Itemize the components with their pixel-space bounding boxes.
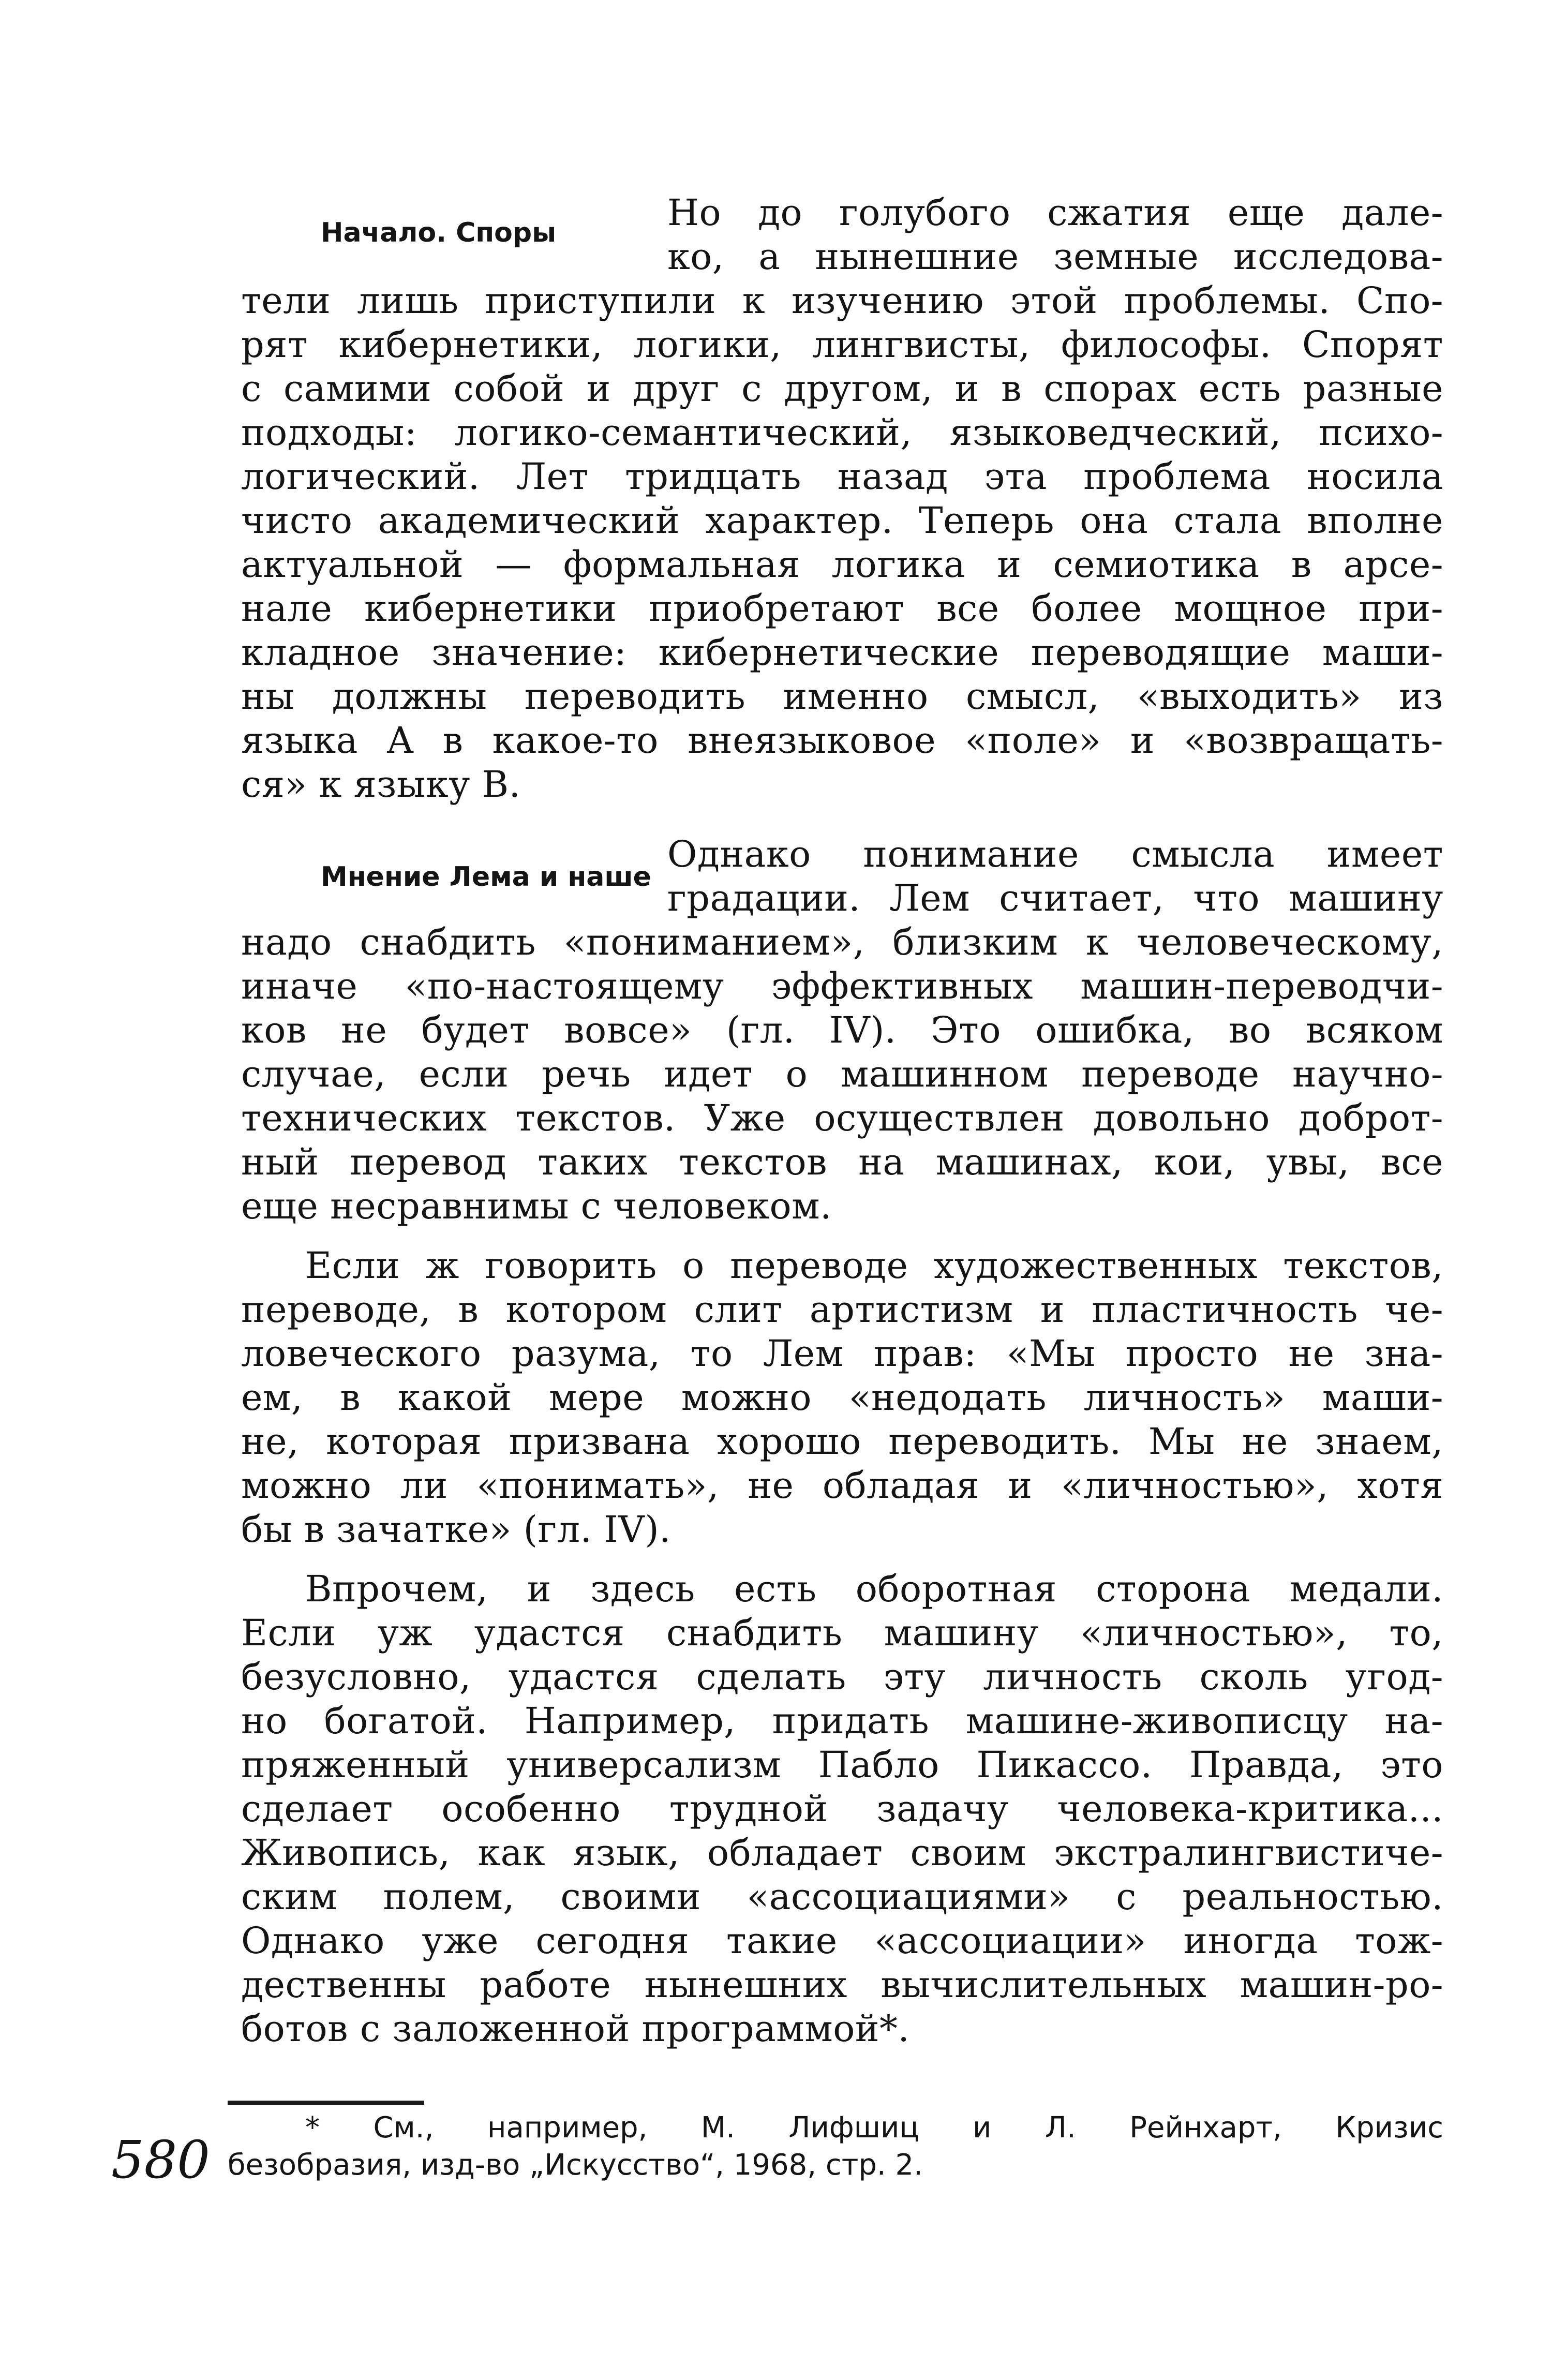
margin-note-beginning: Начало. Споры <box>321 217 557 248</box>
text-line: Если ж говорить о переводе художественных текстов, <box>305 1244 1443 1287</box>
text-line: еще несравнимы с человеком. <box>241 1185 832 1227</box>
text-line: не, которая призвана хорошо переводить. Мы не знаем, <box>241 1420 1443 1463</box>
page-number: 580 <box>111 2130 210 2190</box>
text-line: ны должны переводить именно смысл, «выходить» из <box>241 675 1443 718</box>
text-line: кладное значение: кибернетические переводящие маши- <box>241 631 1443 674</box>
text-line: ботов с заложенной программой*. <box>241 2007 910 2050</box>
text-line: надо снабдить «пониманием», близким к человеческому, <box>241 921 1443 963</box>
text-line: Впрочем, и здесь есть оборотная сторона медали. <box>305 1568 1443 1610</box>
text-line: сделает особенно трудной задачу человека-критика... <box>241 1788 1443 1830</box>
text-line: ским полем, своими «ассоциациями» с реальностью. <box>241 1876 1443 1918</box>
text-line: технических текстов. Уже осуществлен довольно доброт- <box>241 1097 1443 1139</box>
text-line: безусловно, удастся сделать эту личность сколь угод- <box>241 1656 1443 1698</box>
text-line: ков не будет вовсе» (гл. IV). Это ошибка, во всяком <box>241 1009 1443 1051</box>
text-line: градации. Лем считает, что машину <box>667 877 1443 919</box>
text-line: рят кибернетики, логики, лингвисты, философы. Спорят <box>241 323 1443 366</box>
text-line: Но до голубого сжатия еще дале- <box>667 191 1443 234</box>
text-line: переводе, в котором слит артистизм и пластичность че- <box>241 1288 1443 1331</box>
text-line: Если уж удастся снабдить машину «личностью», то, <box>241 1612 1443 1654</box>
text-line: ко, а нынешние земные исследова- <box>667 235 1443 278</box>
text-line: языка A в какое-то внеязыковое «поле» и «возвращать- <box>241 719 1443 762</box>
text-line: тели лишь приступили к изучению этой проблемы. Спо- <box>241 279 1443 322</box>
text-line: Живопись, как язык, обладает своим экстралингвистиче- <box>241 1832 1443 1874</box>
text-line: ем, в какой мере можно «недодать личность» маши- <box>241 1376 1443 1419</box>
text-line: случае, если речь идет о машинном переводе научно- <box>241 1053 1443 1095</box>
text-line: Однако уже сегодня такие «ассоциации» иногда тож- <box>241 1920 1443 1962</box>
text-line: нале кибернетики приобретают все более мощное при- <box>241 587 1443 630</box>
text-line: с самими собой и друг с другом, и в спорах есть разные <box>241 367 1443 410</box>
text-line: бы в зачатке» (гл. IV). <box>241 1508 671 1551</box>
text-line: дественны работе нынешних вычислительных машин-ро- <box>241 1964 1443 2006</box>
footnote-rule <box>228 2101 424 2105</box>
footnote-line: * См., например, М. Лифшиц и Л. Рейнхарт, Кризис <box>305 2111 1443 2145</box>
text-line: пряженный универсализм Пабло Пикассо. Правда, это <box>241 1744 1443 1786</box>
text-line: подходы: логико-семантический, языковедческий, психо- <box>241 411 1443 454</box>
margin-note-lem-opinion: Мнение Лема и наше <box>321 861 651 892</box>
text-line: актуальной — формальная логика и семиотика в арсе- <box>241 543 1443 586</box>
text-line: ловеческого разума, то Лем прав: «Мы просто не зна- <box>241 1332 1443 1375</box>
text-line: логический. Лет тридцать назад эта проблема носила <box>241 455 1443 498</box>
text-line: ный перевод таких текстов на машинах, кои, увы, все <box>241 1141 1443 1183</box>
text-line: ся» к языку B. <box>241 763 521 806</box>
text-line: чисто академический характер. Теперь она стала вполне <box>241 499 1443 542</box>
text-line: но богатой. Например, придать машине-живописцу на- <box>241 1700 1443 1742</box>
footnote-line: безобразия, изд-во „Искусство“, 1968, стр. 2. <box>228 2148 923 2182</box>
text-line: Однако понимание смысла имеет <box>667 833 1443 875</box>
text-line: иначе «по-настоящему эффективных машин-переводчи- <box>241 965 1443 1007</box>
text-line: можно ли «понимать», не обладая и «личностью», хотя <box>241 1464 1443 1507</box>
